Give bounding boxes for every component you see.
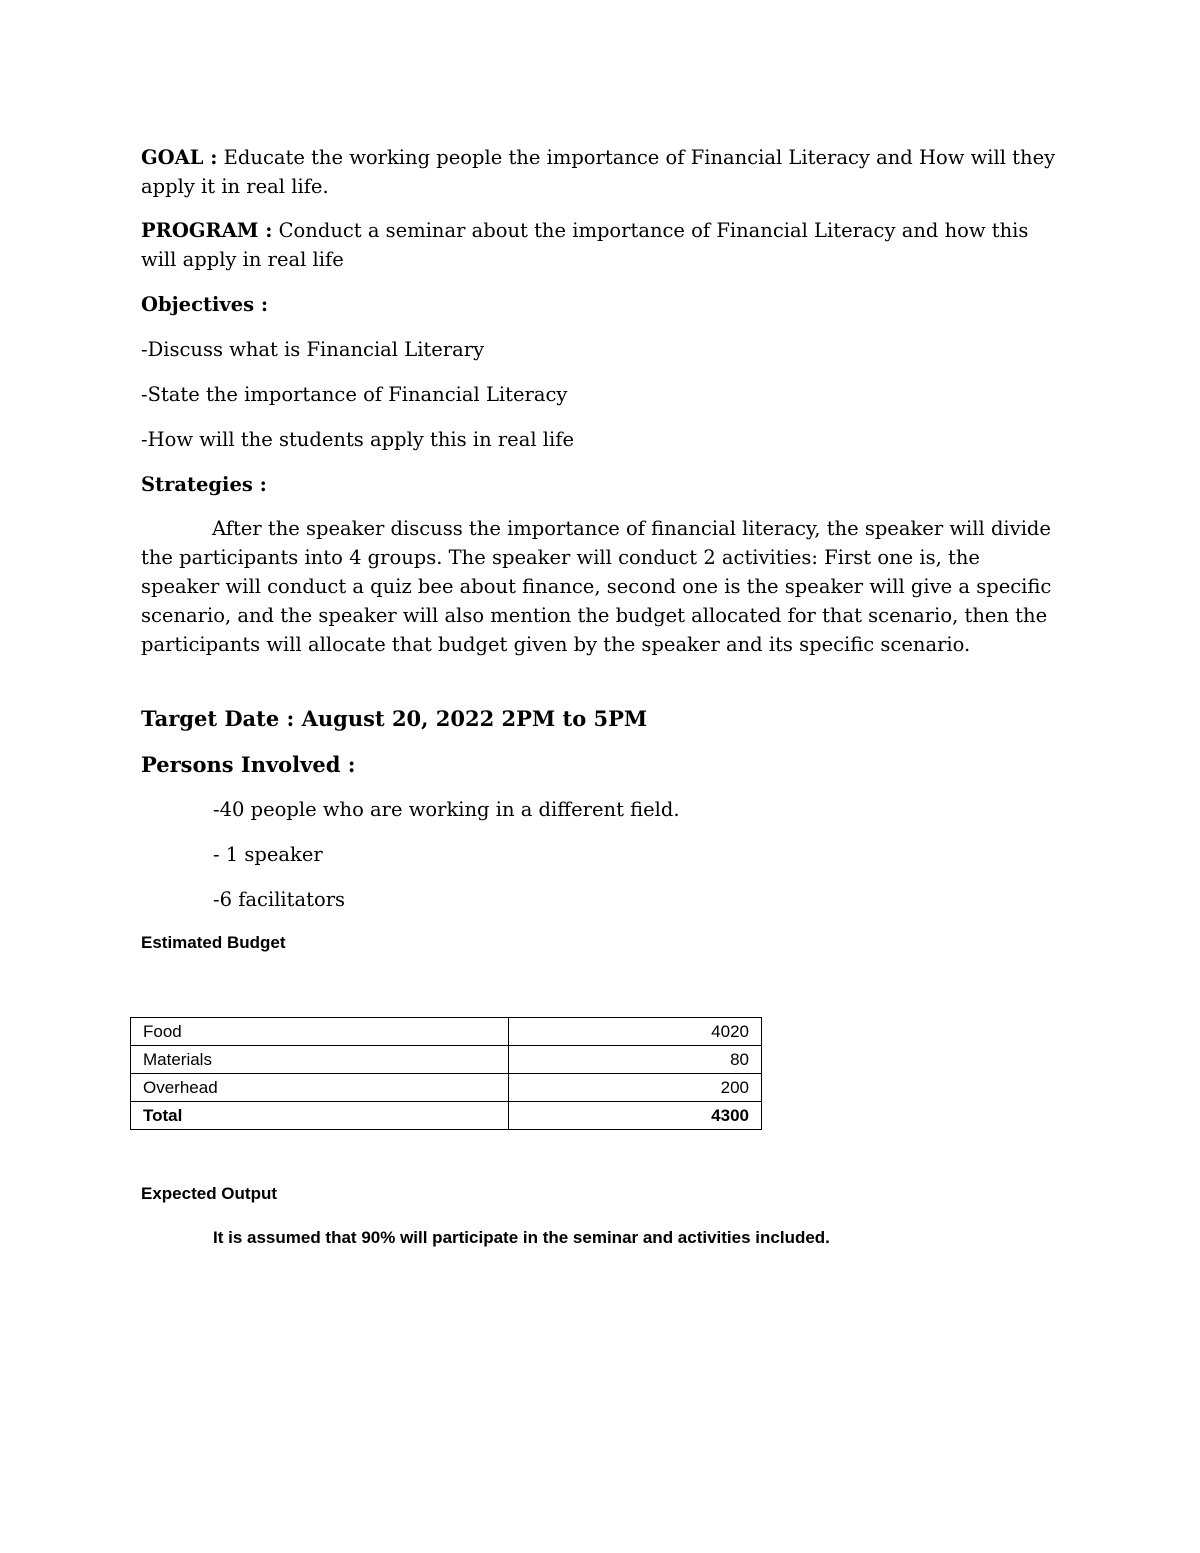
table-row: [131, 1018, 762, 1046]
target-date: Target Date : August 20, 2022 2PM to 5PM: [141, 706, 648, 731]
budget-total-label: Total: [131, 1102, 509, 1130]
budget-amount: 4020: [509, 1018, 762, 1046]
budget-amount: 80: [509, 1046, 762, 1074]
person-item: -40 people who are working in a different field.: [213, 798, 680, 821]
budget-total-amount: 4300: [509, 1102, 762, 1130]
budget-amount: 200: [509, 1074, 762, 1102]
program-text: Conduct a seminar about the importance of Financial Literacy and how this will apply in real life: [141, 219, 1029, 271]
budget-item: Overhead: [131, 1074, 509, 1102]
budget-item: Materials: [131, 1046, 509, 1074]
objective-item: -Discuss what is Financial Literary: [141, 338, 485, 361]
expected-output-heading: Expected Output: [141, 1184, 278, 1203]
table-total-row: [131, 1102, 762, 1130]
objective-item: -State the importance of Financial Literacy: [141, 383, 568, 406]
objective-item: -How will the students apply this in real life: [141, 428, 575, 451]
budget-item: Food: [131, 1018, 509, 1046]
table-row: [131, 1074, 762, 1102]
budget-heading: Estimated Budget: [141, 933, 286, 952]
program-paragraph: [141, 216, 1061, 274]
budget-table: [130, 1017, 762, 1130]
strategies-paragraph: After the speaker discuss the importance of financial literacy, the speaker will divide the participants into 4 groups. The speaker will conduct 2 activities: First one is, the speaker will conduct a quiz bee about finance, second one is the speaker will give a specific scenario, and the speaker will also mention the budget allocated for that scenario, then the participants will allocate that budget given by the speaker and its specific scenario.: [141, 517, 1052, 656]
persons-heading: Persons Involved :: [141, 752, 356, 777]
goal-label: GOAL :: [141, 146, 218, 169]
table-row: [131, 1046, 762, 1074]
objectives-heading: Objectives :: [141, 293, 269, 316]
goal-paragraph: [141, 143, 1061, 201]
goal-text: Educate the working people the importance of Financial Literacy and How will they apply it in real life.: [141, 146, 1056, 198]
person-item: - 1 speaker: [213, 843, 323, 866]
strategies-heading: Strategies :: [141, 473, 267, 496]
expected-output-text: It is assumed that 90% will participate in the seminar and activities included.: [213, 1228, 830, 1247]
program-label: PROGRAM :: [141, 219, 273, 242]
person-item: -6 facilitators: [213, 888, 346, 911]
